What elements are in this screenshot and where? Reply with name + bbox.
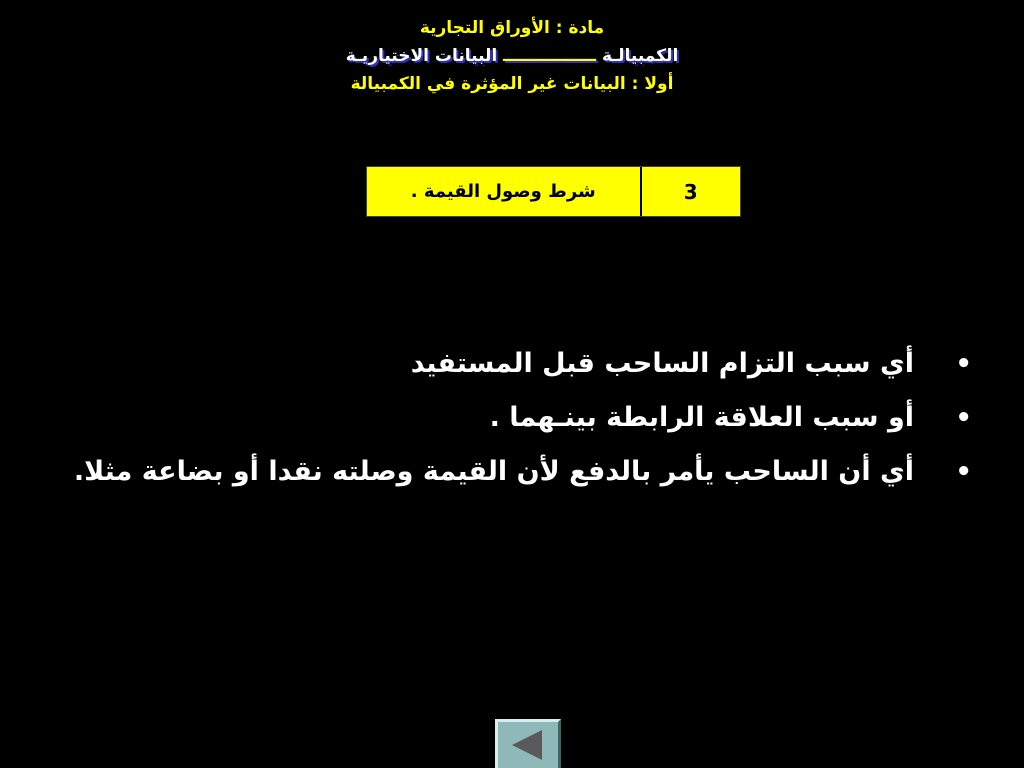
section-title-left: البيانات الاختياريـة	[345, 46, 498, 66]
bullet-text: أو سبب العلاقة الرابطة بينـهما .	[489, 402, 914, 433]
subsection-title: أولا : البيانات غير المؤثرة في الكمبيالة	[350, 74, 674, 94]
bullet-marker: •	[955, 457, 972, 487]
bullet-marker: •	[955, 403, 972, 433]
list-item	[0, 348, 994, 402]
condition-title-cell: شرط وصول القيمة .	[367, 167, 642, 216]
back-button[interactable]	[495, 719, 561, 768]
section-title-dash: ــــــــــــــــ	[503, 46, 597, 66]
list-item	[0, 402, 994, 456]
bullet-marker: •	[955, 349, 972, 379]
section-title	[0, 42, 1024, 70]
condition-table	[366, 166, 741, 217]
subject-title: مادة : الأوراق التجارية	[419, 18, 605, 38]
section-title-right: الكمبيالـة	[602, 46, 679, 66]
bullet-text: أي أن الساحب يأمر بالدفع لأن القيمة وصلته نقدا أو بضاعة مثلا.	[73, 456, 914, 487]
condition-number-cell: 3	[642, 167, 740, 216]
slide-header	[0, 14, 1024, 98]
bullet-text: أي سبب التزام الساحب قبل المستفيد	[410, 348, 914, 379]
list-item	[0, 456, 994, 510]
bullet-list	[0, 348, 994, 510]
triangle-left-icon	[508, 727, 548, 763]
